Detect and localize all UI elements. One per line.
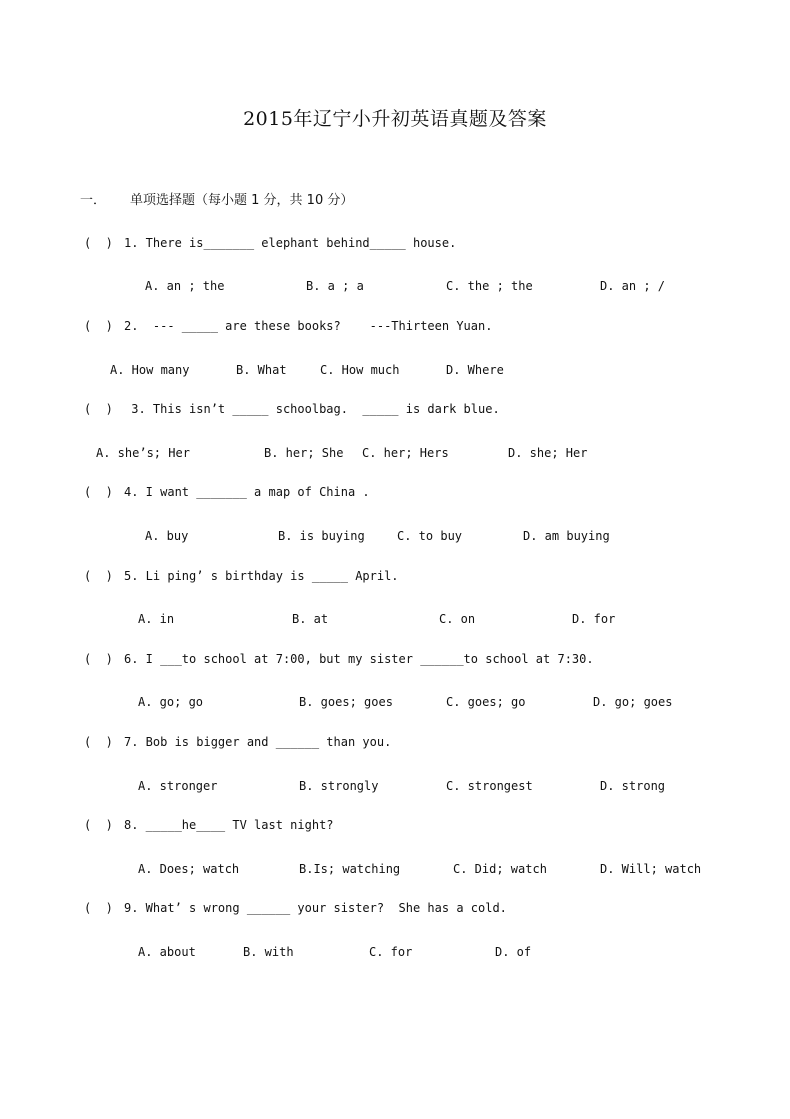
question-stem: 1. There is_______ elephant behind_____ house.: [124, 236, 457, 250]
option-c: C. How much: [320, 363, 400, 377]
question-stem: 9. What’ s wrong ______ your sister? She has a cold.: [124, 901, 507, 915]
answer-bracket[interactable]: ( ): [84, 901, 113, 915]
option-a: A. she’s; Her: [96, 446, 190, 460]
option-c: C. the ; the: [446, 279, 533, 293]
option-d: D. for: [572, 612, 616, 626]
option-b: B. What: [236, 363, 287, 377]
section-heading: 单项选择题（每小题 1 分，共 10 分）: [130, 193, 354, 208]
option-b: B. strongly: [299, 779, 379, 793]
option-d: D. she; Her: [508, 446, 588, 460]
option-c: C. to buy: [397, 529, 463, 543]
option-c: C. her; Hers: [362, 446, 449, 460]
option-c: C. strongest: [446, 779, 533, 793]
option-c: C. goes; go: [446, 695, 526, 709]
question-stem: 3. This isn’t _____ schoolbag. _____ is dark blue.: [124, 402, 500, 416]
option-a: A. buy: [145, 529, 189, 543]
question-stem: 6. I ___to school at 7:00, but my sister ______to school at 7:30.: [124, 652, 594, 666]
option-c: C. Did; watch: [453, 862, 547, 876]
option-a: A. about: [138, 945, 196, 959]
question-stem: 4. I want _______ a map of China .: [124, 485, 370, 499]
option-a: A. an ; the: [145, 279, 225, 293]
option-a: A. Does; watch: [138, 862, 240, 876]
answer-bracket[interactable]: ( ): [84, 569, 113, 583]
option-b: B. with: [243, 945, 294, 959]
answer-bracket[interactable]: ( ): [84, 319, 113, 333]
answer-bracket[interactable]: ( ): [84, 652, 113, 666]
option-b: B. at: [292, 612, 329, 626]
option-b: B.Is; watching: [299, 862, 401, 876]
option-d: D. Will; watch: [600, 862, 702, 876]
option-c: C. on: [439, 612, 476, 626]
answer-bracket[interactable]: ( ): [84, 236, 113, 250]
option-a: A. How many: [110, 363, 190, 377]
option-d: D. Where: [446, 363, 504, 377]
option-d: D. go; goes: [593, 695, 673, 709]
answer-bracket[interactable]: ( ): [84, 485, 113, 499]
option-a: A. go; go: [138, 695, 204, 709]
option-a: A. in: [138, 612, 175, 626]
option-d: D. strong: [600, 779, 666, 793]
option-b: B. a ; a: [306, 279, 364, 293]
option-b: B. goes; goes: [299, 695, 393, 709]
question-stem: 7. Bob is bigger and ______ than you.: [124, 735, 392, 749]
question-stem: 5. Li ping’ s birthday is _____ April.: [124, 569, 399, 583]
page-title: 2015年辽宁小升初英语真题及答案: [243, 108, 547, 130]
option-d: D. am buying: [523, 529, 610, 543]
answer-bracket[interactable]: ( ): [84, 402, 113, 416]
answer-bracket[interactable]: ( ): [84, 735, 113, 749]
option-b: B. her; She: [264, 446, 344, 460]
option-a: A. stronger: [138, 779, 218, 793]
option-d: D. an ; /: [600, 279, 666, 293]
option-b: B. is buying: [278, 529, 365, 543]
question-stem: 2. --- _____ are these books? ---Thirteen Yuan.: [124, 319, 493, 333]
option-d: D. of: [495, 945, 532, 959]
answer-bracket[interactable]: ( ): [84, 818, 113, 832]
section-number: 一．: [80, 193, 107, 208]
question-stem: 8. _____he____ TV last night?: [124, 818, 334, 832]
option-c: C. for: [369, 945, 413, 959]
